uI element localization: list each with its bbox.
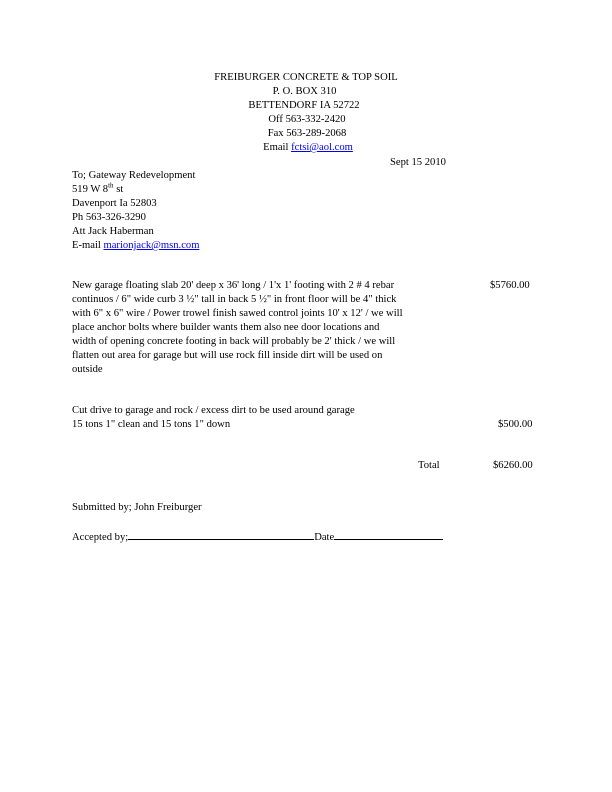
- company-city: BETTENDORF IA 52722: [248, 100, 360, 111]
- office-phone: Off 563-332-2420: [268, 114, 346, 125]
- recipient-city: Davenport Ia 52803: [72, 198, 157, 209]
- company-name: FREIBURGER CONCRETE & TOP SOIL: [214, 72, 398, 83]
- recipient-phone: Ph 563-326-3290: [72, 212, 146, 223]
- line-item-description: New garage floating slab 20' deep x 36' long / 1'x 1' footing with 2 # 4 rebar continuos / 6" wide curb 3 ½" tall in back 5 ½" in front floor will be 4" thick with 6" x 6" wire / Power trowel finish sawed control joints 10' x 12' / we will place anchor bolts where builder wants them also nee door locations and width of opening concrete footing in back will probably be 2' thick / we will flatten out area for garage but will use rock fill inside dirt will be used on outside: [72, 280, 403, 375]
- date-label: Date: [314, 532, 335, 543]
- accepted-by-label: Accepted by;: [72, 532, 129, 543]
- street-type: st: [113, 184, 124, 195]
- total-label: Total: [418, 460, 440, 471]
- line-item-amount: $500.00: [498, 419, 533, 430]
- company-email-line: [4, 141, 612, 155]
- signature-blank: [128, 529, 314, 540]
- date-blank: [334, 529, 443, 540]
- recipient-block: [72, 169, 199, 253]
- line-item-text: Cut drive to garage and rock / excess dirt to be used around garage: [72, 405, 355, 416]
- recipient-attention: Att Jack Haberman: [72, 226, 154, 237]
- company-email-label: Email: [263, 142, 292, 153]
- line-item-amount: $5760.00: [490, 280, 530, 291]
- letterhead: [0, 71, 612, 155]
- company-email-link[interactable]: fctsi@aol.com: [291, 142, 353, 153]
- recipient-email-line: [72, 239, 199, 253]
- acceptance-line: [72, 529, 443, 545]
- recipient-to: To; Gateway Redevelopment: [72, 170, 196, 181]
- po-box: P. O. BOX 310: [272, 86, 337, 97]
- submitted-by: Submitted by; John Freiburger: [72, 502, 202, 513]
- street-suffix: th: [108, 181, 114, 190]
- recipient-email-link[interactable]: marionjack@msn.com: [103, 240, 200, 251]
- street-number: 519 W 8: [72, 184, 109, 195]
- total-amount: $6260.00: [493, 460, 533, 471]
- line-item-description: [72, 404, 402, 432]
- line-item-text: 15 tons 1" clean and 15 tons 1" down: [72, 419, 231, 430]
- letter-date: Sept 15 2010: [390, 157, 446, 168]
- fax-number: Fax 563-289-2068: [267, 128, 347, 139]
- recipient-street: [72, 183, 199, 197]
- recipient-email-label: E-mail: [72, 240, 104, 251]
